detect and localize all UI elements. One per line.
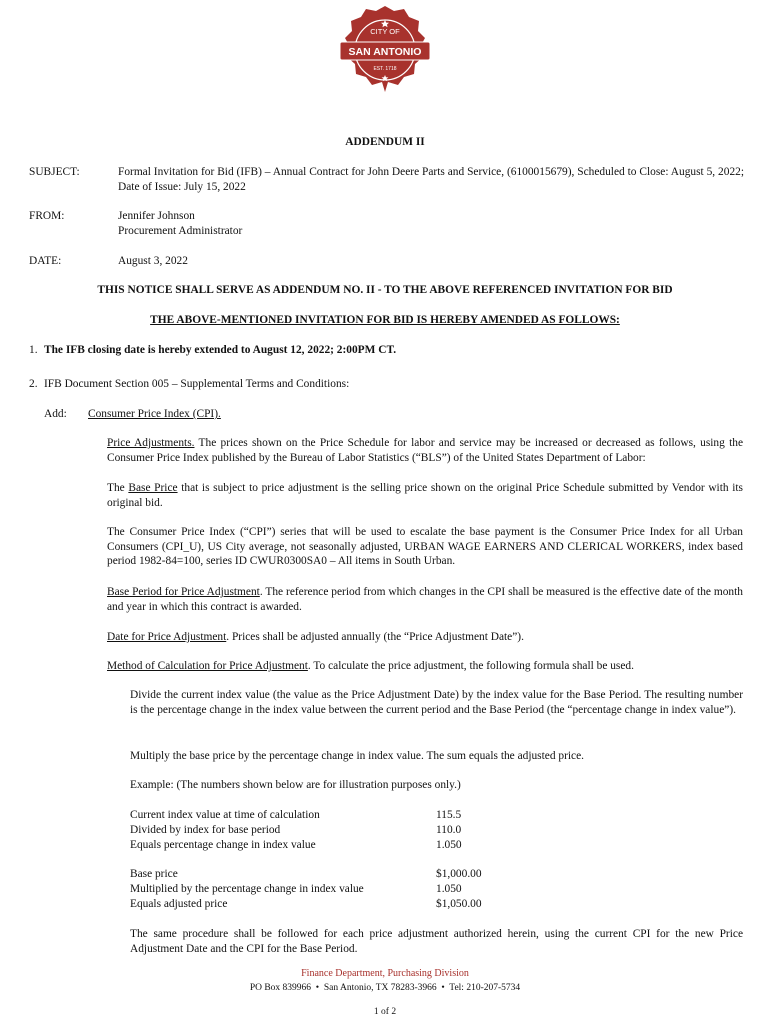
footer-address: PO Box 839966 • San Antonio, TX 78283-3966 • Tel: 210-207-5734 (249, 983, 521, 993)
logo-line-3: EST. 1718 (373, 66, 397, 72)
base-price-paragraph (107, 481, 743, 510)
method-paragraph (107, 659, 743, 674)
from-name: Jennifer Johnson (118, 210, 195, 222)
city-of-san-antonio-logo (338, 4, 432, 100)
example-row-value: $1,050.00 (436, 898, 482, 910)
method-text: . To calculate the price adjustment, the following formula shall be used. (307, 660, 634, 672)
date-label: DATE: (29, 255, 62, 267)
price-adjustments-text: The prices shown on the Price Schedule for labor and service may be increased or decreased as follows, using the Consumer Price Index published by the Bureau of Labor Statistics (“BLS”) of the United States Department of Labor: (107, 437, 743, 464)
footer-division: Finance Department, Purchasing Division (301, 968, 469, 979)
method-title: Method of Calculation for Price Adjustment (107, 660, 308, 672)
example-row-value: $1,000.00 (436, 868, 482, 880)
example-row-label: Divided by index for base period (130, 824, 281, 836)
add-label: Add: (44, 408, 67, 420)
example-row-label: Current index value at time of calculation (130, 809, 320, 821)
item-2-number: 2. (29, 378, 38, 390)
logo-line-1: CITY OF (370, 27, 400, 36)
date-adjustment-text: . Prices shall be adjusted annually (the “Price Adjustment Date”). (226, 631, 524, 643)
example-row-value: 1.050 (436, 839, 462, 851)
subject-text: Formal Invitation for Bid (IFB) – Annual Contract for John Deere Parts and Service, (6100015679), Scheduled to Close: August 5, 2022; Date of Issue: July 15, 2022 (118, 166, 744, 193)
price-adjustments-title: Price Adjustments. (107, 437, 195, 449)
date-adjustment-title: Date for Price Adjustment (107, 631, 227, 643)
page-number: 1 of 2 (373, 1007, 397, 1017)
base-period-paragraph (107, 585, 743, 614)
same-procedure-paragraph: The same procedure shall be followed for each price adjustment authorized herein, using the current CPI for the new Price Adjustment Date and the CPI for the Base Period. (130, 928, 743, 955)
item-2-text: IFB Document Section 005 – Supplemental Terms and Conditions: (44, 378, 350, 390)
from-label: FROM: (29, 210, 65, 222)
divide-paragraph: Divide the current index value (the value as the Price Adjustment Date) by the index value for the Base Period. The resulting number is the percentage change in the index value between the current period and the Base Period (the “percentage change in index value”). (130, 689, 743, 716)
base-price-text: that is subject to price adjustment is the selling price shown on the original Price Schedule submitted by Vendor with its original bid. (107, 482, 743, 509)
example-row-label: Equals adjusted price (130, 898, 228, 910)
amended-line: THE ABOVE-MENTIONED INVITATION FOR BID IS HEREBY AMENDED AS FOLLOWS: (150, 314, 620, 326)
subject-label: SUBJECT: (29, 166, 80, 178)
example-row-label: Base price (130, 868, 178, 880)
example-row-label: Equals percentage change in index value (130, 839, 316, 851)
price-adjustments-paragraph (107, 436, 743, 465)
item-1-number: 1. (29, 344, 38, 356)
base-period-text: . The reference period from which changes in the CPI shall be measured is the effective date of the month and year in which this contract is awarded. (107, 586, 743, 613)
example-paragraph: Example: (The numbers shown below are for illustration purposes only.) (130, 779, 461, 791)
item-1-text: The IFB closing date is hereby extended to August 12, 2022; 2:00PM CT. (44, 344, 397, 356)
logo-line-2: SAN ANTONIO (348, 46, 422, 58)
date-value: August 3, 2022 (118, 255, 188, 267)
example-row-label: Multiplied by the percentage change in index value (130, 883, 364, 895)
multiply-paragraph: Multiply the base price by the percentage change in index value. The sum equals the adjusted price. (130, 750, 584, 762)
example-row-value: 115.5 (436, 809, 462, 821)
addendum-heading: ADDENDUM II (345, 136, 425, 148)
notice-line: THIS NOTICE SHALL SERVE AS ADDENDUM NO. II - TO THE ABOVE REFERENCED INVITATION FOR BID (97, 284, 673, 296)
example-row-value: 110.0 (436, 824, 462, 836)
base-period-title: Base Period for Price Adjustment (107, 586, 260, 598)
example-row-value: 1.050 (436, 883, 462, 895)
date-adjustment-paragraph (107, 630, 743, 645)
add-title: Consumer Price Index (CPI). (88, 408, 221, 420)
from-title: Procurement Administrator (118, 225, 243, 237)
base-price-title: Base Price (128, 482, 178, 494)
cpi-series-paragraph: The Consumer Price Index (“CPI”) series that will be used to escalate the base payment is the Consumer Price Index for all Urban Consumers (CPI_U), US City average, not seasonally adjusted, URBAN WAGE EARNERS AND CLERICAL WORKERS, index based period 1982-84=100, series ID CWUR0300SA0 – All items in South Urban. (107, 526, 743, 568)
base-price-prefix: The (107, 482, 129, 494)
